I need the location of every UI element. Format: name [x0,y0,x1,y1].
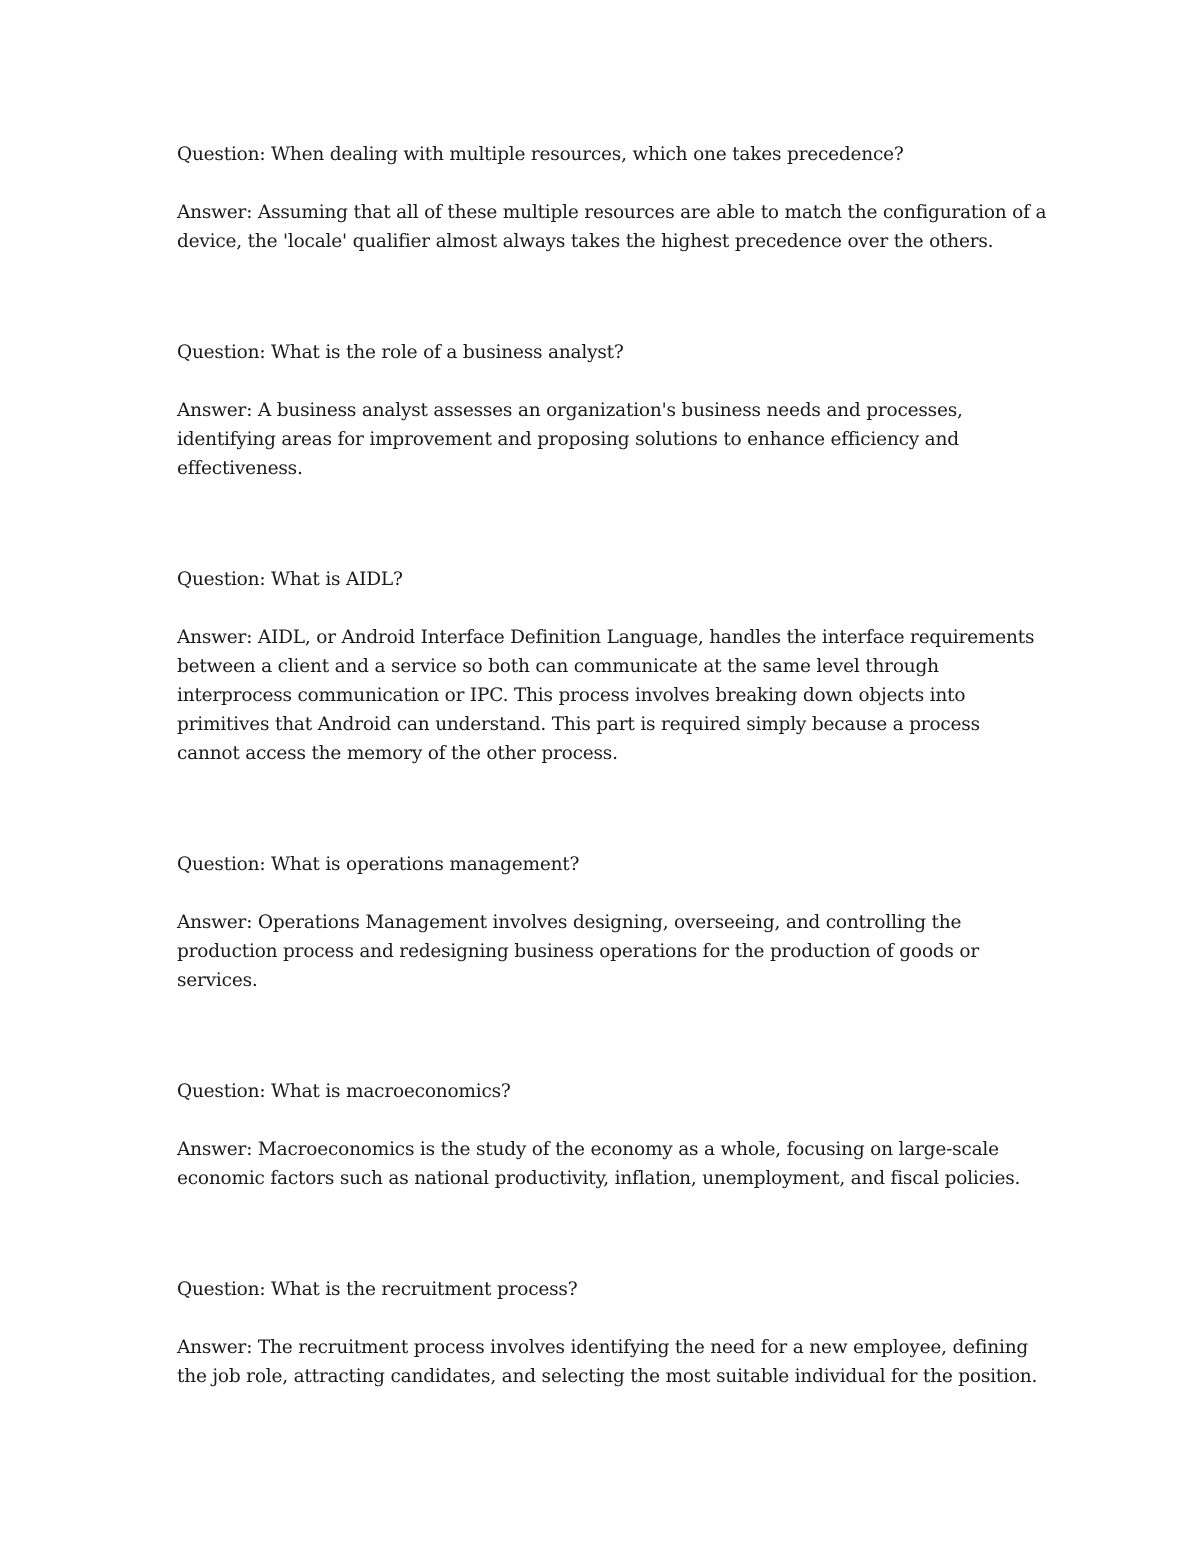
qa-item [177,850,1047,995]
answer-text: Answer: Macroeconomics is the study of the economy as a whole, focusing on large-scale economic factors such as national productivity, inflation, unemployment, and fiscal policies. [177,1139,1021,1189]
question-text: Question: When dealing with multiple resources, which one takes precedence? [177,144,904,165]
answer-text: Answer: Assuming that all of these multiple resources are able to match the configuration of a device, the 'locale' qualifier almost always takes the highest precedence over the others. [177,202,1047,252]
question-text: Question: What is macroeconomics? [177,1081,511,1102]
document-body [177,140,1047,1473]
qa-item [177,1275,1047,1391]
qa-item [177,565,1047,768]
qa-item [177,1077,1047,1193]
question-text: Question: What is AIDL? [177,569,403,590]
answer-text: Answer: The recruitment process involves identifying the need for a new employee, defining the job role, attracting candidates, and selecting the most suitable individual for the position. [177,1337,1038,1387]
answer-text: Answer: A business analyst assesses an organization's business needs and processes, identifying areas for improvement and proposing solutions to enhance efficiency and effectiveness. [177,400,963,479]
answer-text: Answer: AIDL, or Android Interface Definition Language, handles the interface requirements between a client and a service so both can communicate at the same level through interprocess communication or IPC. This process involves breaking down objects into primitives that Android can understand. This part is required simply because a process cannot access the memory of the other process. [177,627,1035,764]
answer-text: Answer: Operations Management involves designing, overseeing, and controlling the production process and redesigning business operations for the production of goods or services. [177,912,979,991]
qa-item [177,338,1047,483]
qa-item [177,140,1047,256]
question-text: Question: What is operations management? [177,854,580,875]
question-text: Question: What is the recruitment process? [177,1279,578,1300]
question-text: Question: What is the role of a business analyst? [177,342,624,363]
